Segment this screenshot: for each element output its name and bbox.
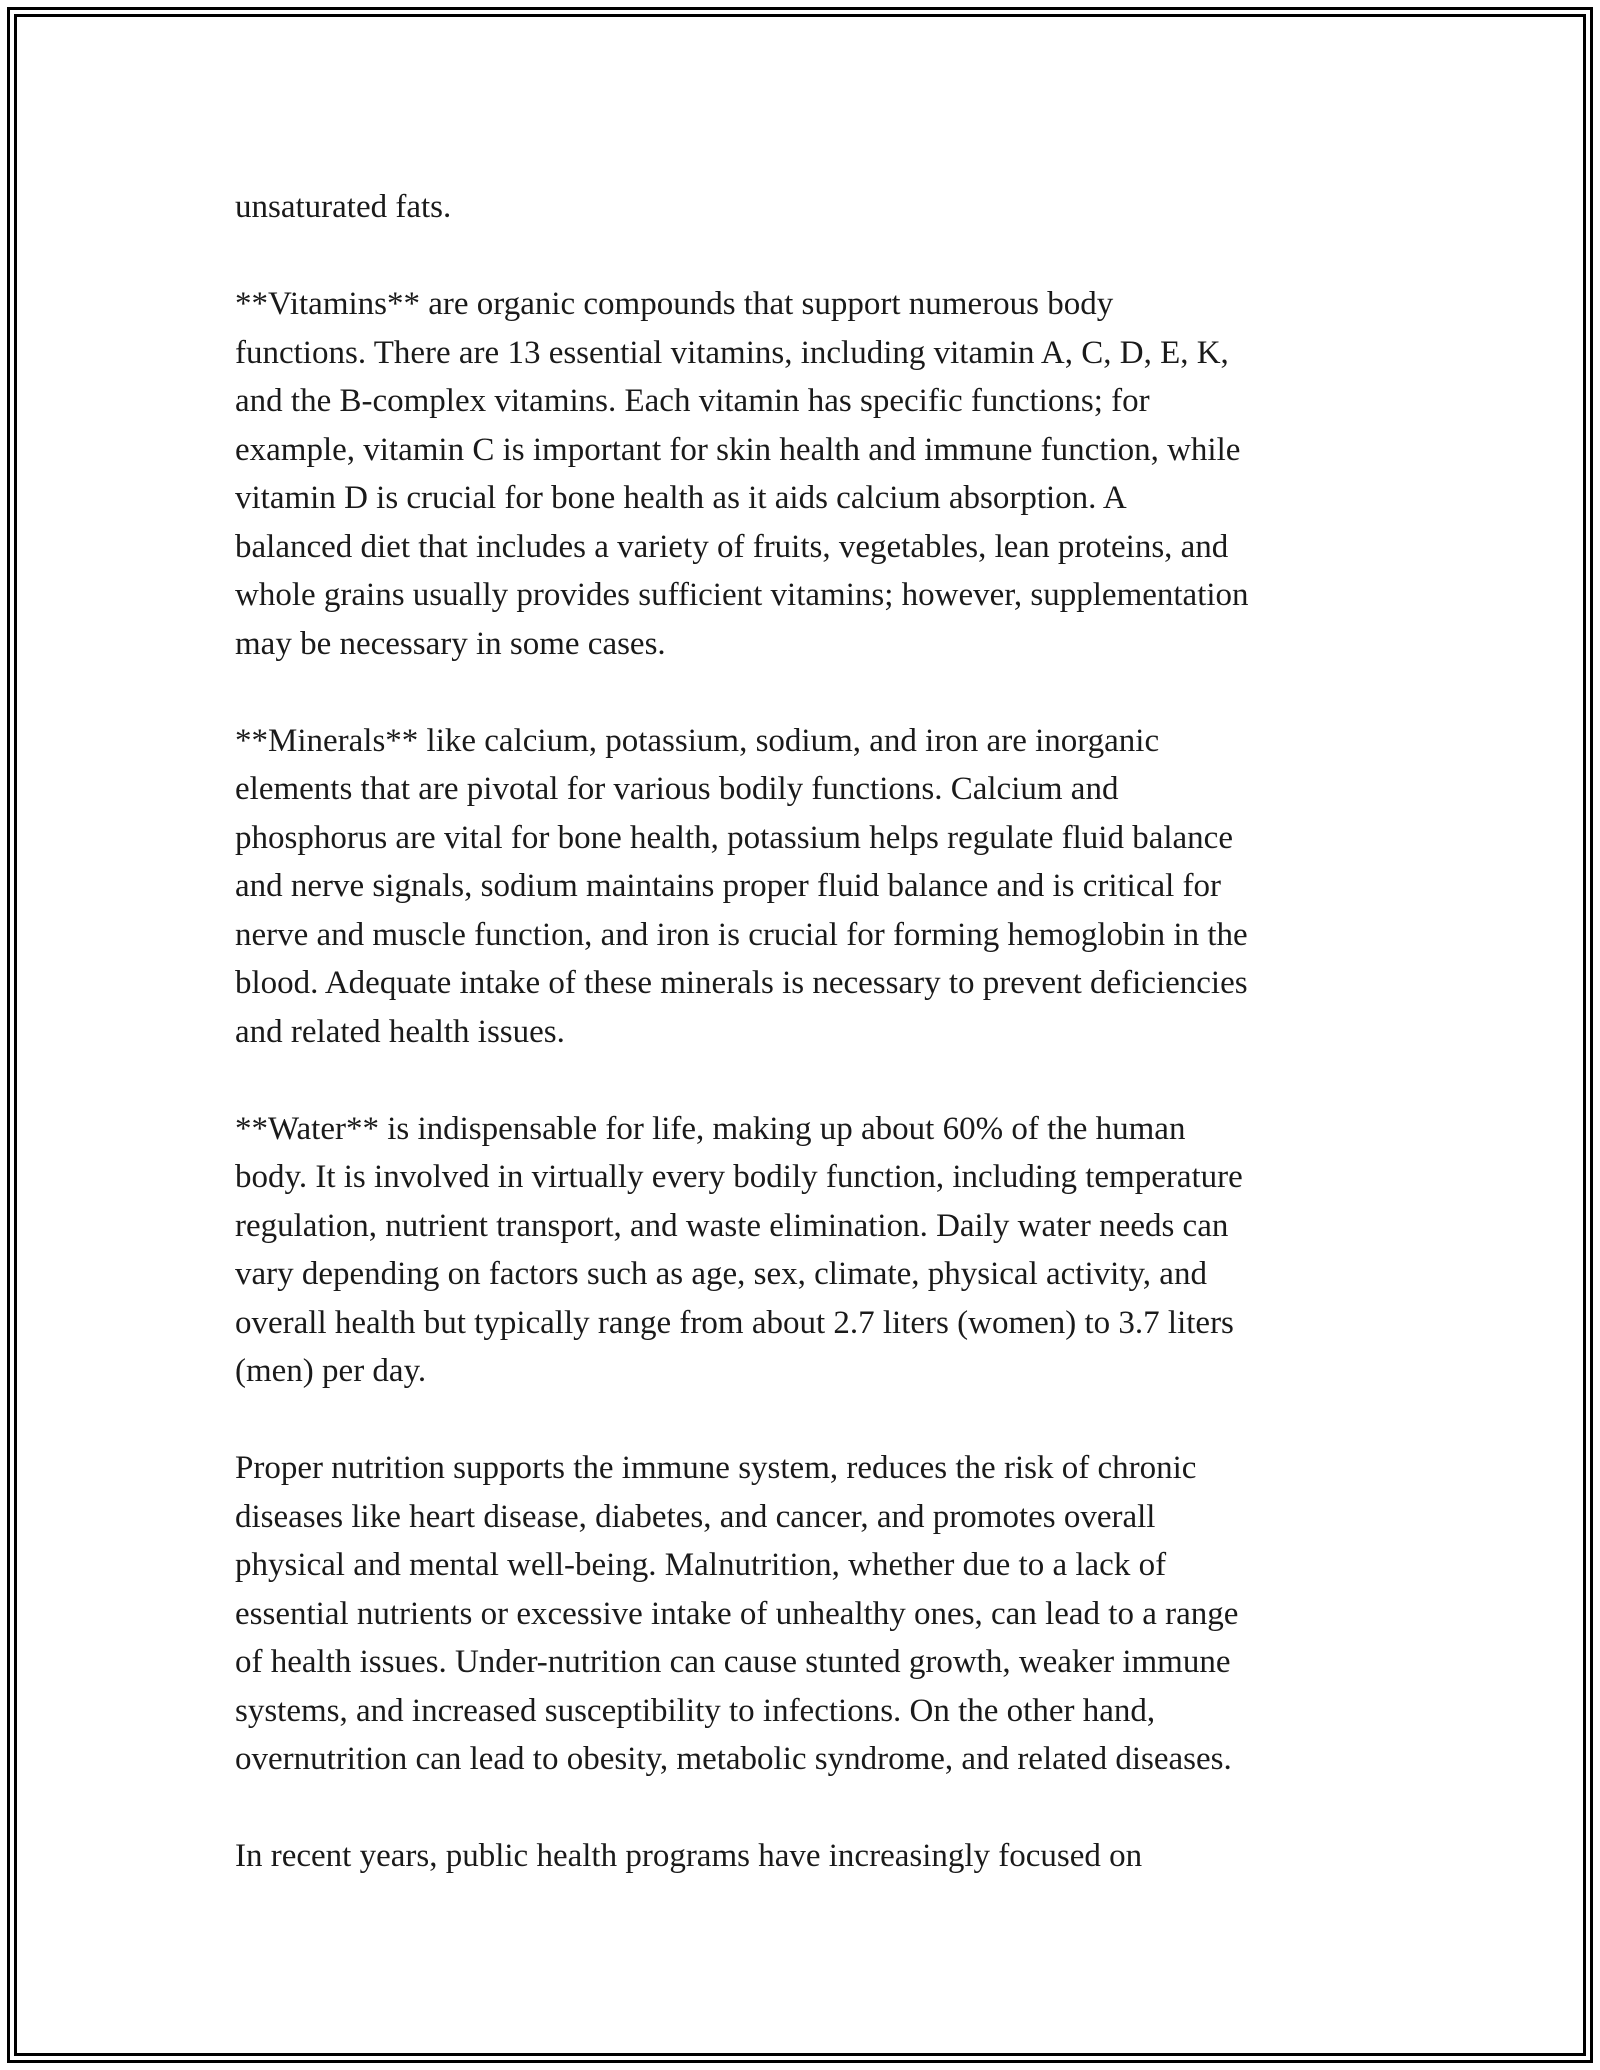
paragraph-fats-continuation [235, 183, 1375, 232]
text-line: body. It is involved in virtually every bodily function, including temperature [235, 1159, 1243, 1195]
text-line: elements that are pivotal for various bodily functions. Calcium and [235, 771, 1119, 807]
text-line: blood. Adequate intake of these minerals is necessary to prevent deficiencies [235, 965, 1248, 1001]
text-line: systems, and increased susceptibility to infections. On the other hand, [235, 1692, 1156, 1729]
text-line: In recent years, public health programs have increasingly focused on [235, 1838, 1143, 1874]
text-line: physical and mental well-being. Malnutrition, whether due to a lack of [235, 1547, 1167, 1583]
text-line: phosphorus are vital for bone health, potassium helps regulate fluid balance [235, 819, 1233, 856]
text-line: example, vitamin C is important for skin health and immune function, while [235, 431, 1241, 468]
paragraph-minerals [235, 717, 1375, 1057]
paragraph-public-health [235, 1832, 1375, 1881]
text-line: of health issues. Under-nutrition can cause stunted growth, weaker immune [235, 1644, 1231, 1680]
paragraph-vitamins [235, 280, 1375, 668]
text-line: essential nutrients or excessive intake of unhealthy ones, can lead to a range [235, 1595, 1239, 1632]
paragraph-proper-nutrition [235, 1444, 1375, 1784]
paragraph-water [235, 1105, 1375, 1396]
text-line: vary depending on factors such as age, sex, climate, physical activity, and [235, 1256, 1207, 1292]
text-line: **Minerals** like calcium, potassium, sodium, and iron are inorganic [235, 722, 1160, 759]
text-line: and nerve signals, sodium maintains proper fluid balance and is critical for [235, 868, 1222, 904]
text-line: (men) per day. [235, 1353, 427, 1389]
text-line: may be necessary in some cases. [235, 625, 666, 662]
text-line: **Vitamins** are organic compounds that support numerous body [235, 286, 1114, 322]
text-line: Proper nutrition supports the immune system, reduces the risk of chronic [235, 1450, 1197, 1486]
text-line: balanced diet that includes a variety of fruits, vegetables, lean proteins, and [235, 528, 1229, 565]
text-line: vitamin D is crucial for bone health as it aids calcium absorption. A [235, 480, 1127, 516]
text-line: nerve and muscle function, and iron is crucial for forming hemoglobin in the [235, 916, 1248, 953]
document-body [235, 183, 1375, 1929]
text-line: regulation, nutrient transport, and waste elimination. Daily water needs can [235, 1207, 1229, 1244]
text-line: functions. There are 13 essential vitamins, including vitamin A, C, D, E, K, [235, 334, 1229, 371]
text-line: overall health but typically range from about 2.7 liters (women) to 3.7 liters [235, 1304, 1234, 1341]
text-line: diseases like heart disease, diabetes, and cancer, and promotes overall [235, 1498, 1156, 1535]
text-line: overnutrition can lead to obesity, metabolic syndrome, and related diseases. [235, 1741, 1232, 1777]
text-line: **Water** is indispensable for life, making up about 60% of the human [235, 1110, 1186, 1147]
text-line: whole grains usually provides sufficient vitamins; however, supplementation [235, 577, 1249, 613]
text-line: and related health issues. [235, 1013, 565, 1050]
text-line: and the B-complex vitamins. Each vitamin has specific functions; for [235, 383, 1150, 419]
text-line: unsaturated fats. [235, 189, 452, 225]
